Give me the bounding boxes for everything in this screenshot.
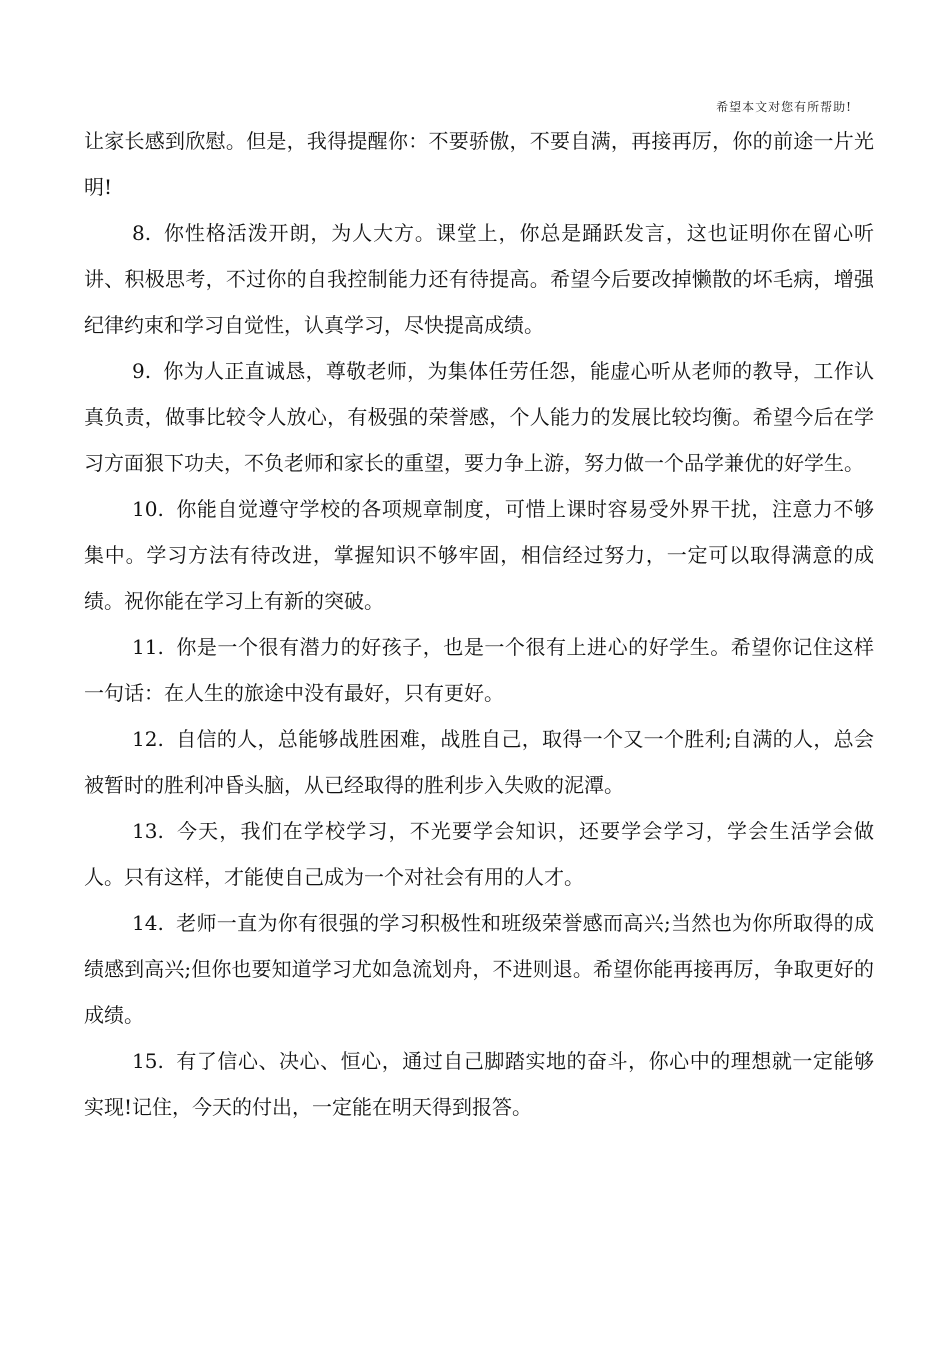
item-number: 15. <box>132 1049 164 1073</box>
paragraph-item-9 <box>84 348 874 486</box>
paragraph-item-11 <box>84 624 874 716</box>
paragraph-item-14 <box>84 900 874 1038</box>
header-note: 希望本文对您有所帮助! <box>716 100 852 114</box>
paragraph-text: 老师一直为你有很强的学习积极性和班级荣誉感而高兴;当然也为你所取得的成绩感到高兴;但你也要知道学习尤如急流划舟，不进则退。希望你能再接再厉，争取更好的成绩。 <box>84 911 874 1027</box>
paragraph-text: 让家长感到欣慰。但是，我得提醒你：不要骄傲，不要自满，再接再厉，你的前途一片光明! <box>84 129 874 199</box>
paragraph-item-8 <box>84 210 874 348</box>
paragraph-text: 自信的人，总能够战胜困难，战胜自己，取得一个又一个胜利;自满的人，总会被暂时的胜利冲昏头脑，从已经取得的胜利步入失败的泥潭。 <box>84 727 874 797</box>
paragraph-text: 你为人正直诚恳，尊敬老师，为集体任劳任怨，能虚心听从老师的教导，工作认真负责，做事比较令人放心，有极强的荣誉感，个人能力的发展比较均衡。希望今后在学习方面狠下功夫，不负老师和家长的重望，要力争上游，努力做一个品学兼优的好学生。 <box>84 359 874 475</box>
paragraph-item-10 <box>84 486 874 624</box>
paragraph-text: 有了信心、决心、恒心，通过自己脚踏实地的奋斗，你心中的理想就一定能够实现!记住，今天的付出，一定能在明天得到报答。 <box>84 1049 874 1119</box>
paragraph-text: 你能自觉遵守学校的各项规章制度，可惜上课时容易受外界干扰，注意力不够集中。学习方法有待改进，掌握知识不够牢固，相信经过努力，一定可以取得满意的成绩。祝你能在学习上有新的突破。 <box>84 497 874 613</box>
item-number: 14. <box>132 911 164 935</box>
paragraph-text: 你是一个很有潜力的好孩子，也是一个很有上进心的好学生。希望你记住这样一句话：在人生的旅途中没有最好，只有更好。 <box>84 635 874 705</box>
paragraph-continued <box>84 118 874 210</box>
item-number: 9. <box>132 359 152 383</box>
paragraph-item-13 <box>84 808 874 900</box>
paragraph-item-15 <box>84 1038 874 1130</box>
item-number: 10. <box>132 497 164 521</box>
document-body <box>84 118 874 1130</box>
item-number: 12. <box>132 727 164 751</box>
paragraph-item-12 <box>84 716 874 808</box>
item-number: 11. <box>132 635 164 659</box>
item-number: 8. <box>132 221 152 245</box>
paragraph-text: 你性格活泼开朗，为人大方。课堂上，你总是踊跃发言，这也证明你在留心听讲、积极思考，不过你的自我控制能力还有待提高。希望今后要改掉懒散的坏毛病，增强纪律约束和学习自觉性，认真学习，尽快提高成绩。 <box>84 221 874 337</box>
paragraph-text: 今天，我们在学校学习，不光要学会知识，还要学会学习，学会生活学会做人。只有这样，才能使自己成为一个对社会有用的人才。 <box>84 819 874 889</box>
item-number: 13. <box>132 819 164 843</box>
